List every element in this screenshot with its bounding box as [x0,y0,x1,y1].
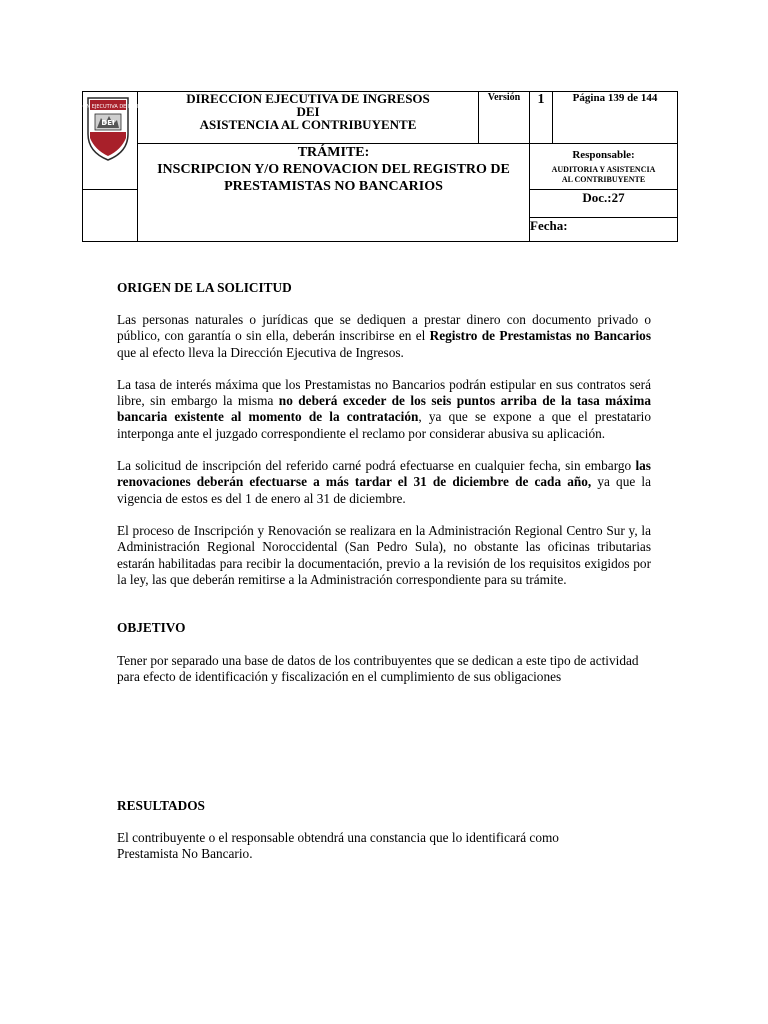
origen-paragraph-3: La solicitud de inscripción del referido carné podrá efectuarse en cualquier fecha, sin embargo las renovaciones deberán efectuarse a más tardar el 31 de diciembre de cada año, ya que la vigencia de estos es del 1 de enero al 31 de diciembre. [117,458,651,506]
version-value-cell [530,92,553,144]
logo-text: DEI [101,119,115,127]
version-value: 1 [537,92,545,107]
version-label-cell [479,92,530,144]
document-body [117,280,651,862]
responsable-line-1: AUDITORIA Y ASISTENCIA [551,165,656,174]
fecha-cell [530,218,678,242]
header-table [62,91,678,242]
org-line-1: DIRECCION EJECUTIVA DE INGRESOS [186,91,430,106]
page-cell [553,92,678,144]
origen-heading: ORIGEN DE LA SOLICITUD [117,280,292,295]
origen-paragraph-2: La tasa de interés máxima que los Prestamistas no Bancarios podrán estipular en sus contratos será libre, sin embargo la misma no deberá exceder de los seis puntos arriba de la tasa máxima bancaria existente al momento de la contratación, ya que se expone a que el prestatario interponga ante el juzgado correspondiente el reclamo por considerar abusiva su aplicación. [117,376,651,441]
resultados-paragraph: El contribuyente o el responsable obtendrá una constancia que lo identificará como Prestamista No Bancario. [117,829,559,862]
logo-spacer [83,190,138,218]
version-label: Versión [487,92,521,103]
tramite-title-line-2: PRESTAMISTAS NO BANCARIOS [224,179,443,194]
logo-cell [62,92,154,190]
objetivo-paragraph: Tener por separado una base de datos de los contribuyentes que se dedican a este tipo de actividad para efecto de identificación y fiscalización en el cumplimiento de sus obligaciones [117,653,639,685]
tramite-cell [138,144,530,242]
org-line-3: ASISTENCIA AL CONTRIBUYENTE [199,117,417,132]
page-number: Página 139 de 144 [572,92,658,104]
tramite-title-line-1: INSCRIPCION Y/O RENOVACION DEL REGISTRO DE [157,162,510,177]
tramite-label: TRÁMITE: [297,145,370,160]
org-name-cell [138,92,479,144]
objetivo-heading: OBJETIVO [117,620,186,636]
origen-paragraph-4: El proceso de Inscripción y Renovación se realizara en la Administración Regional Centro Sur y, la Administración Regional Noroccidental (San Pedro Sula), no obstante las oficinas tributarias estarán habilitadas para recibir la documentación, previo a la revisión de los requisitos exigidos por la ley, las que deberán remitirse a la Administración correspondiente para su trámite. [117,522,651,587]
responsable-label: Responsable: [572,149,635,161]
dei-logo-icon [62,94,154,164]
resultados-heading: RESULTADOS [117,797,205,813]
responsable-line-2: AL CONTRIBUYENTE [561,175,646,184]
doc-cell [530,190,678,218]
org-line-2: DEI [296,104,320,119]
responsable-cell [530,144,678,190]
logo-ring-text: DIRECCION EJECUTIVA DE INGRESOS [62,104,154,110]
origen-paragraph-1: Las personas naturales o jurídicas que se dediquen a prestar dinero con documento privado o público, con garantía o sin ella, deberán inscribirse en el Registro de Prestamistas no Bancarios que al efecto lleva la Dirección Ejecutiva de Ingresos. [117,312,651,360]
doc-number: Doc.:27 [582,190,625,205]
logo-spacer-bottom [83,218,138,242]
fecha-label: Fecha: [530,218,568,233]
